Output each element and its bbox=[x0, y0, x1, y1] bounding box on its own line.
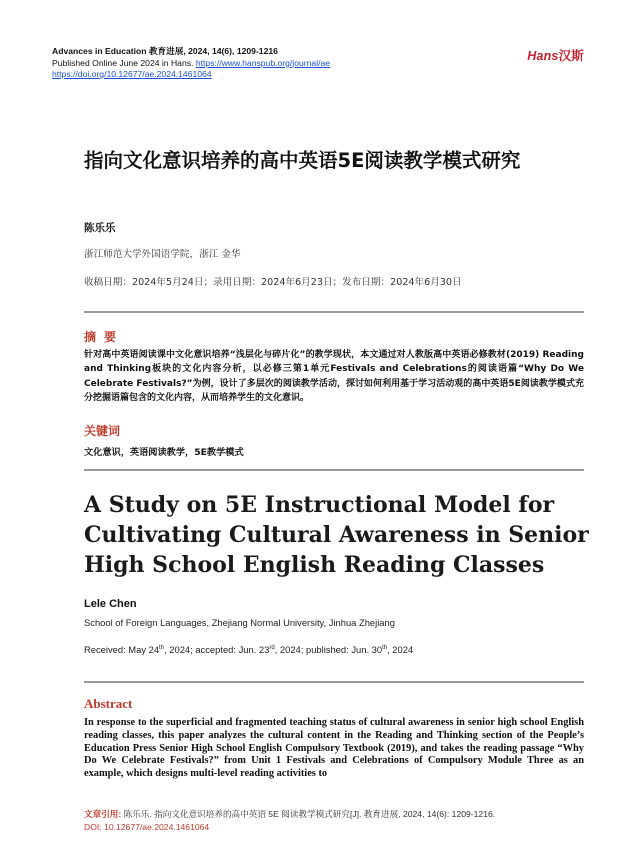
received-sup: th bbox=[159, 644, 165, 651]
logo-latin: Hans bbox=[527, 49, 559, 63]
zh-dates: 收稿日期：2024年5月24日；录用日期：2024年6月23日；发布日期：2024年6月30日 bbox=[84, 277, 462, 288]
zh-author: 陈乐乐 bbox=[84, 222, 116, 234]
published-line bbox=[52, 58, 330, 70]
citation-doi: DOI: 10.12677/ae.2024.1461064 bbox=[84, 821, 210, 832]
zh-affiliation: 浙江师范大学外国语学院，浙江 金华 bbox=[84, 249, 241, 260]
published-text: , 2024; published: Jun. 30 bbox=[274, 644, 383, 655]
en-title: A Study on 5E Instructional Model for Cultivating Cultural Awareness in Senior High School English Reading Classes bbox=[84, 492, 589, 578]
zh-abstract-heading: 摘要 bbox=[84, 330, 125, 344]
doi-link[interactable]: https://doi.org/10.12677/ae.2024.1461064 bbox=[52, 69, 212, 79]
citation-label: 文章引用: bbox=[84, 809, 122, 819]
hans-logo bbox=[527, 46, 584, 64]
journal-url-link[interactable]: https://www.hanspub.org/journal/ae bbox=[195, 57, 331, 68]
journal-line: Advances in Education 教育进展, 2024, 14(6), 1209-1216 bbox=[52, 46, 278, 56]
logo-chinese: 汉斯 bbox=[558, 49, 584, 63]
received-text: Received: May 24 bbox=[84, 644, 160, 655]
accepted-text: , 2024; accepted: Jun. 23 bbox=[164, 644, 270, 655]
published-sup: th bbox=[382, 644, 388, 651]
zh-title: 指向文化意识培养的高中英语5E阅读教学模式研究 bbox=[84, 149, 521, 172]
en-abstract: In response to the superficial and fragmented teaching status of cultural awareness in senior high school English reading classes, this paper analyzes the cultural content in the Reading and Thinking section of the People’s Education Press Senior High School English Compulsory Textbook (2019), and takes the reading passage “Why Do We Celebrate Festivals?” from Unit 1 Festivals and Celebrations of Compulsory Module Three as an example, which designs multi-level reading activities to bbox=[84, 717, 584, 780]
dates-tail: , 2024 bbox=[387, 644, 414, 655]
divider bbox=[84, 469, 584, 471]
divider bbox=[84, 681, 584, 683]
zh-keywords-heading: 关键词 bbox=[84, 424, 121, 438]
published-text: Published Online June 2024 in Hans. bbox=[52, 57, 194, 68]
en-dates bbox=[84, 644, 413, 655]
citation-text: 陈乐乐. 指向文化意识培养的高中英语 5E 阅读教学模式研究[J]. 教育进展, 2024, 14(6): 1209-1216. bbox=[121, 809, 496, 819]
en-affiliation: School of Foreign Languages, Zhejiang Normal University, Jinhua Zhejiang bbox=[84, 617, 395, 628]
citation-footer bbox=[84, 808, 495, 833]
accepted-sup: rd bbox=[269, 644, 275, 651]
journal-header bbox=[52, 46, 330, 81]
en-abstract-heading: Abstract bbox=[84, 696, 133, 711]
zh-abstract: 针对高中英语阅读课中文化意识培养“浅层化与碎片化”的教学现状，本文通过对人教版高中英语必修教材(2019) Reading and Thinking板块的文化内容分析，以必修三第1单元Festivals and Celebrations的阅读语篇“Why Do We Celebrate Festivals?”为例，设计了多层次的阅读教学活动，探讨如何利用基于学习活动观的高中英语5E阅读教学模式充分挖掘语篇包含的文化内容，从而培养学生的文化意识。 bbox=[84, 350, 584, 404]
en-author: Lele Chen bbox=[84, 598, 137, 610]
divider bbox=[84, 311, 584, 313]
zh-keywords: 文化意识，英语阅读教学，5E教学模式 bbox=[84, 447, 244, 458]
